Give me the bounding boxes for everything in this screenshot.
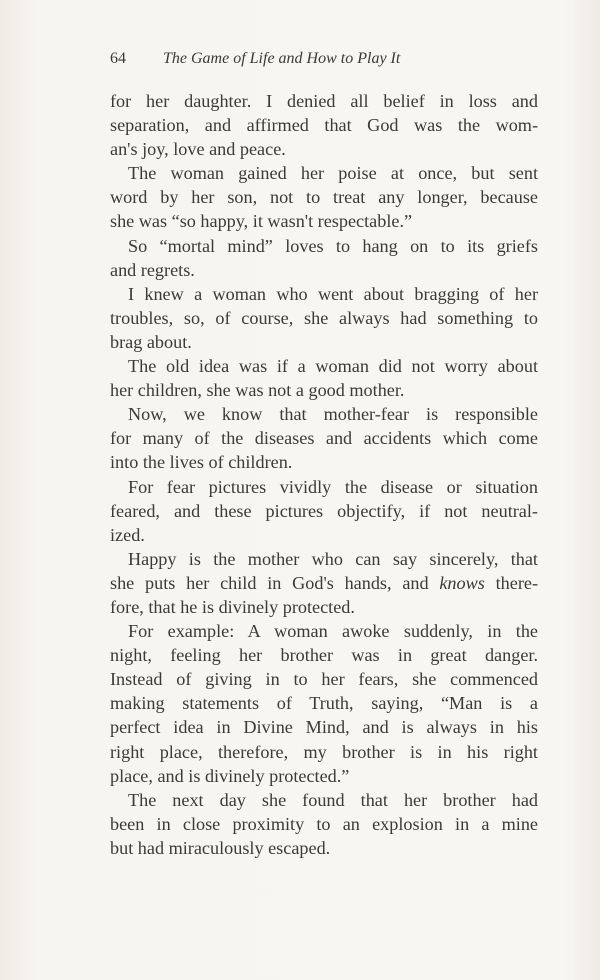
- text-line: been in close proximity to an explosion in a mine: [110, 813, 538, 834]
- paragraph: [110, 402, 538, 474]
- paragraph: [110, 161, 538, 233]
- body-text: [110, 89, 538, 860]
- paragraph: [110, 619, 538, 788]
- text-line: night, feeling her brother was in great danger.: [110, 645, 538, 666]
- text-line: So “mortal mind” loves to hang on to its griefs: [128, 235, 538, 256]
- paragraph: [110, 547, 538, 619]
- text-line: word by her son, not to treat any longer, because: [110, 187, 538, 208]
- text-line: The next day she found that her brother had: [128, 789, 538, 810]
- text-line: an's joy, love and peace.: [110, 139, 286, 160]
- text-line: Instead of giving in to her fears, she commenced: [110, 669, 538, 690]
- text-line: place, and is divinely protected.”: [110, 765, 350, 786]
- paragraph: [110, 475, 538, 547]
- text-line: for many of the diseases and accidents which come: [110, 428, 538, 449]
- text-line: but had miraculously escaped.: [110, 837, 331, 858]
- text-line: The old idea was if a woman did not worry about: [128, 356, 538, 377]
- text-line: her children, she was not a good mother.: [110, 380, 405, 401]
- text-line: right place, therefore, my brother is in his right: [110, 741, 538, 762]
- text-line: [110, 571, 538, 595]
- page-number: 64: [110, 50, 126, 67]
- italic-text: knows: [439, 572, 485, 593]
- text-line: perfect idea in Divine Mind, and is always in his: [110, 717, 538, 738]
- text-line: and regrets.: [110, 259, 195, 280]
- text-line: she was “so happy, it wasn't respectable.”: [110, 211, 413, 232]
- paragraph: [110, 282, 538, 354]
- running-title: The Game of Life and How to Play It: [163, 50, 401, 67]
- text-line: feared, and these pictures objectify, if not neutral-: [110, 500, 538, 521]
- text-line: Now, we know that mother-fear is responsible: [128, 404, 538, 425]
- paragraph: [110, 234, 538, 282]
- text-line: troubles, so, of course, she always had something to: [110, 307, 538, 328]
- text-line: making statements of Truth, saying, “Man is a: [110, 693, 538, 714]
- text-segment: she puts her child in God's hands, and: [110, 572, 440, 593]
- paragraph: [110, 89, 538, 161]
- text-line: for her daughter. I denied all belief in loss and: [110, 91, 538, 111]
- text-line: Happy is the mother who can say sincerely, that: [128, 548, 538, 569]
- text-segment: there-: [484, 572, 539, 593]
- paragraph: [110, 354, 538, 402]
- text-line: The woman gained her poise at once, but sent: [128, 163, 538, 184]
- text-line: brag about.: [110, 331, 192, 352]
- paragraph: [110, 788, 538, 860]
- text-line: fore, that he is divinely protected.: [110, 596, 355, 617]
- text-line: separation, and affirmed that God was the wom-: [110, 115, 538, 136]
- text-line: For fear pictures vividly the disease or situation: [128, 476, 538, 497]
- text-line: into the lives of children.: [110, 452, 293, 473]
- running-header: [110, 50, 540, 72]
- text-line: For example: A woman awoke suddenly, in the: [128, 621, 538, 642]
- text-line: ized.: [110, 524, 145, 545]
- text-line: I knew a woman who went about bragging of her: [128, 283, 538, 304]
